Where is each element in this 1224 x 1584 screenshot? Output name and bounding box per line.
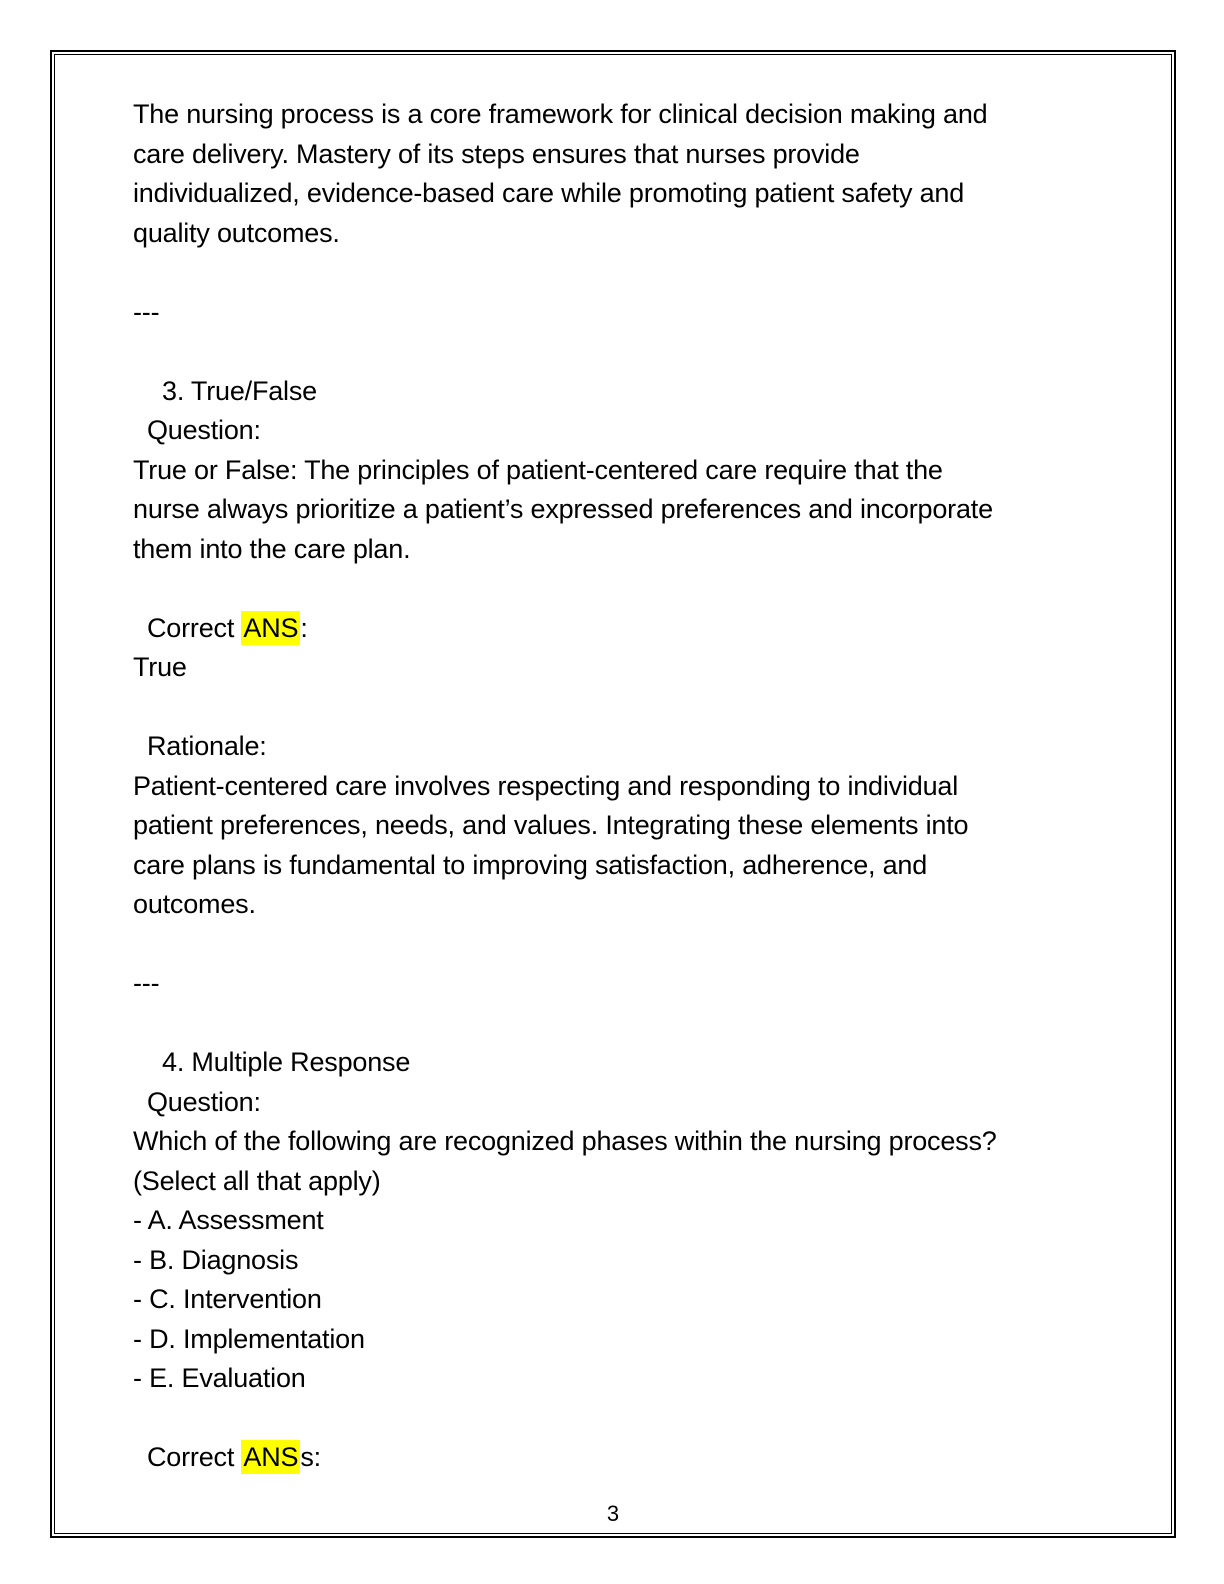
question3-rationale-line: patient preferences, needs, and values. Integrating these elements into [133,810,969,840]
question4-answer-label [133,1438,1131,1478]
question3-answer: True [133,652,187,682]
question4-heading: 4. Multiple Response [162,1047,411,1077]
intro-line: The nursing process is a core framework for clinical decision making and [133,99,988,129]
answer-label-prefix: Correct [147,1442,242,1472]
answer-label-prefix: Correct [147,612,242,643]
section-separator: --- [133,968,160,998]
answer-label-suffix: : [300,612,308,643]
page-border-inner [54,54,1172,1534]
question3-rationale-line: outcomes. [133,889,256,919]
page-footer [55,1501,1171,1527]
question4-option: - D. Implementation [133,1323,365,1354]
section-separator: --- [133,296,160,327]
question4-option: - A. Assessment [133,1205,324,1235]
intro-line: quality outcomes. [133,217,340,248]
question3-question-label: Question: [147,415,261,445]
question3-rationale-line: care plans is fundamental to improving satisfaction, adherence, and [133,849,928,880]
intro-line: individualized, evidence-based care while promoting patient safety and [133,178,965,208]
question3-rationale-label: Rationale: [147,731,267,761]
question3-question-line: them into the care plan. [133,533,411,564]
answer-label-highlight: ANS [243,1442,299,1472]
question4-question-line: Which of the following are recognized phases within the nursing process? [133,1126,997,1156]
intro-line: care delivery. Mastery of its steps ensures that nurses provide [133,138,860,169]
question3-question-line: nurse always prioritize a patient’s expressed preferences and incorporate [133,494,993,524]
question4-option: - C. Intervention [133,1284,322,1314]
question3-rationale-line: Patient-centered care involves respecting and responding to individual [133,770,959,801]
page-border [50,50,1176,1538]
question3-question-line: True or False: The principles of patient-centered care require that the [133,454,943,485]
question4-option: - E. Evaluation [133,1363,306,1393]
question3-answer-label [133,609,1131,649]
question4-question-label: Question: [147,1086,261,1117]
answer-label-suffix: s: [300,1442,321,1472]
question3-heading: 3. True/False [162,375,317,406]
document-content [133,95,1131,1478]
page-number: 3 [606,1501,620,1526]
answer-label-highlight: ANS [243,612,299,643]
question4-option: - B. Diagnosis [133,1244,299,1275]
question4-question-line: (Select all that apply) [133,1165,381,1196]
